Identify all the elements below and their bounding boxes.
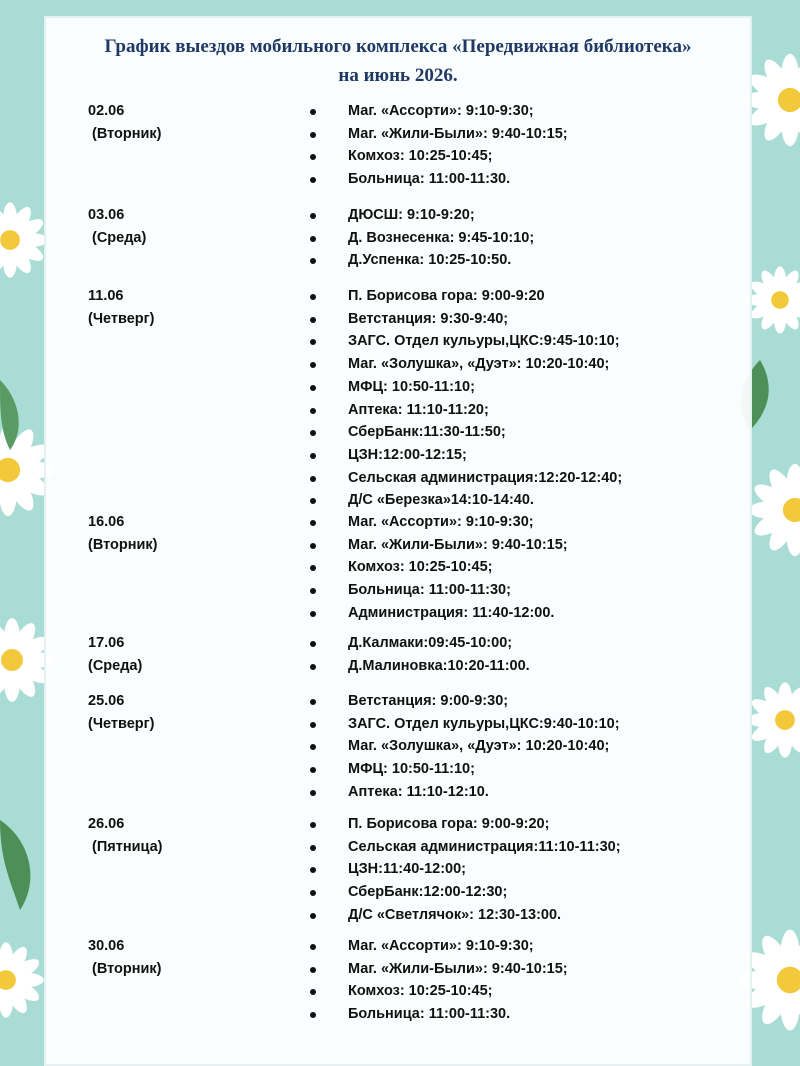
schedule-stop: Ветстанция: 9:00-9:30; — [348, 693, 509, 709]
schedule-stop: ЗАГС. Отдел кульуры,ЦКС:9:45-10:10; — [348, 333, 620, 350]
bullet-icon — [310, 213, 316, 219]
bullet-icon — [310, 967, 316, 973]
schedule-stop: Маг. «Золушка», «Дуэт»: 10:20-10:40; — [348, 356, 610, 373]
schedule-stop: Сельская администрация:11:10-11:30; — [348, 838, 621, 855]
page-subtitle: на июнь 2026. — [338, 65, 458, 86]
schedule-stop: ЦЗН:11:40-12:00; — [348, 861, 467, 878]
schedule-stop: Маг. «Ассорти»: 9:10-9:30; — [348, 514, 534, 530]
schedule-date: 26.06 — [88, 816, 125, 832]
bullet-icon — [310, 664, 316, 670]
schedule-date: 03.06 — [88, 207, 125, 223]
schedule-weekday: (Пятница) — [92, 838, 163, 855]
schedule-stop: Д.Успенка: 10:25-10:50. — [348, 252, 512, 269]
bullet-icon — [310, 641, 316, 647]
bullet-icon — [310, 476, 316, 482]
bullet-icon — [310, 611, 316, 617]
schedule-stop: Комхоз: 10:25-10:45; — [348, 559, 493, 576]
schedule-weekday: (Вторник) — [92, 125, 162, 142]
schedule-stop: Маг. «Жили-Были»: 9:40-10:15; — [348, 125, 568, 142]
bullet-icon — [310, 109, 316, 115]
schedule-stop: ДЮСШ: 9:10-9:20; — [348, 207, 475, 223]
schedule-stop: Администрация: 11:40-12:00. — [348, 604, 555, 621]
schedule-stop: Маг. «Ассорти»: 9:10-9:30; — [348, 103, 534, 119]
schedule-stop: П. Борисова гора: 9:00-9:20 — [348, 288, 545, 304]
schedule-date: 16.06 — [88, 514, 125, 530]
schedule-stop: ЦЗН:12:00-12:15; — [348, 446, 467, 463]
schedule-stop: Комхоз: 10:25-10:45; — [348, 148, 493, 165]
bullet-icon — [310, 520, 316, 526]
schedule-weekday: (Вторник) — [92, 960, 162, 977]
bullet-icon — [310, 408, 316, 414]
schedule-stop: Аптека: 11:10-11:20; — [348, 401, 489, 418]
bullet-icon — [310, 944, 316, 950]
schedule-stop: Д/С «Березка»14:10-14:40. — [348, 492, 534, 509]
schedule-stop: Больница: 11:00-11:30. — [348, 1006, 511, 1023]
schedule-stop: МФЦ: 10:50-11:10; — [348, 378, 475, 395]
bullet-icon — [310, 845, 316, 851]
schedule-stop: Маг. «Золушка», «Дуэт»: 10:20-10:40; — [348, 738, 610, 755]
bullet-icon — [310, 294, 316, 300]
bullet-icon — [310, 822, 316, 828]
schedule-stop: Д. Вознесенка: 9:45-10:10; — [348, 229, 535, 246]
bullet-icon — [310, 132, 316, 138]
schedule-weekday: (Среда) — [88, 657, 143, 674]
page-title: График выездов мобильного комплекса «Передвижная библиотека» — [104, 36, 692, 57]
bullet-icon — [310, 317, 316, 323]
schedule-stop: Маг. «Ассорти»: 9:10-9:30; — [348, 938, 534, 954]
schedule-stop: Маг. «Жили-Были»: 9:40-10:15; — [348, 536, 568, 553]
schedule-stop: П. Борисова гора: 9:00-9:20; — [348, 816, 550, 832]
schedule-stop: Д.Малиновка:10:20-11:00. — [348, 657, 530, 674]
bullet-icon — [310, 385, 316, 391]
schedule-stop: ЗАГС. Отдел кульуры,ЦКС:9:40-10:10; — [348, 715, 620, 732]
schedule-weekday: (Вторник) — [88, 536, 158, 553]
schedule-stop: Комхоз: 10:25-10:45; — [348, 983, 493, 1000]
schedule-stop: СберБанк:12:00-12:30; — [348, 884, 508, 901]
schedule-stop: Д/С «Светлячок»: 12:30-13:00. — [348, 906, 562, 923]
schedule-stop: Больница: 11:00-11:30; — [348, 582, 511, 599]
schedule-stop: Д.Калмаки:09:45-10:00; — [348, 635, 513, 651]
schedule-stop: Аптека: 11:10-12:10. — [348, 783, 489, 800]
schedule-date: 17.06 — [88, 635, 125, 651]
schedule-stop: Маг. «Жили-Были»: 9:40-10:15; — [348, 960, 568, 977]
schedule-stop: СберБанк:11:30-11:50; — [348, 424, 506, 441]
schedule-date: 02.06 — [88, 103, 125, 119]
bullet-icon — [310, 453, 316, 459]
bullet-icon — [310, 543, 316, 549]
schedule-date: 30.06 — [88, 938, 125, 954]
schedule-stop: Ветстанция: 9:30-9:40; — [348, 310, 509, 327]
bullet-icon — [310, 790, 316, 796]
schedule-date: 11.06 — [88, 288, 124, 304]
bullet-icon — [310, 699, 316, 705]
bullet-icon — [310, 236, 316, 242]
schedule-date: 25.06 — [88, 693, 125, 709]
schedule-stop: МФЦ: 10:50-11:10; — [348, 761, 475, 778]
bullet-icon — [310, 722, 316, 728]
bullet-icon — [310, 913, 316, 919]
schedule-stop: Больница: 11:00-11:30. — [348, 171, 511, 188]
schedule-weekday: (Четверг) — [88, 715, 155, 732]
schedule-weekday: (Среда) — [92, 229, 147, 246]
schedule-stop: Сельская администрация:12:20-12:40; — [348, 469, 623, 486]
schedule-weekday: (Четверг) — [88, 310, 155, 327]
